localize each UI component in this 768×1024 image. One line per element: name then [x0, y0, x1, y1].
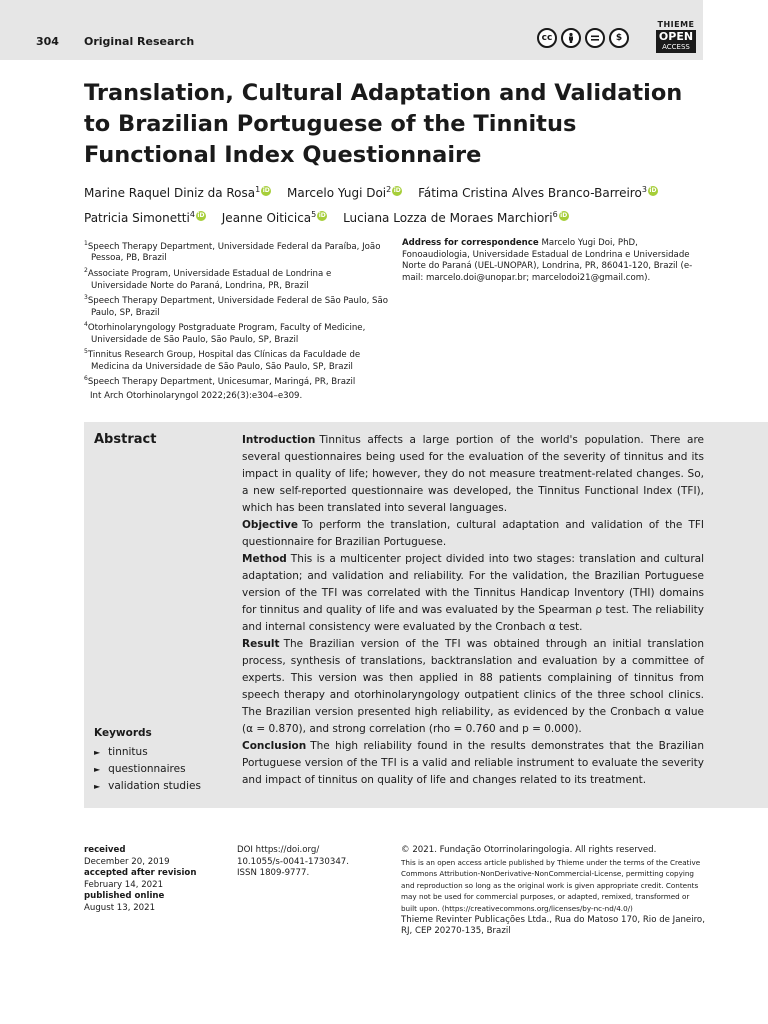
copyright: © 2021. Fundação Otorrinolaringologia. All rights reserved. — [401, 845, 657, 855]
correspondence-text: Marcelo Yugi Doi, PhD, Fonoaudiologia, Universidade Estadual de Londrina e Universidade Norte do Paraná (UEL-UNOPAR), Londrina, PR, 86041-120, Brazil (e-mail: marcelo.doi@unopar.br; marcelodoi21@gmail.com). — [402, 238, 693, 283]
doi-line[interactable]: DOI https://doi.org/ — [237, 845, 320, 855]
orcid-icon: iD — [262, 187, 270, 194]
author[interactable]: Marcelo Yugi Doi$^2$ iD — [287, 185, 401, 200]
abstract-section-label: Conclusion — [242, 740, 307, 752]
doi-line[interactable]: 10.1055/s-0041-1730347. — [237, 856, 349, 867]
author[interactable]: Patricia Simonetti$^4$ iD — [84, 210, 205, 225]
section-label: Original Research — [84, 35, 195, 48]
license-icons — [537, 28, 629, 48]
affiliation: $^5$Tinnitus Research Group, Hospital das Clínicas da Faculdade de Medicina da Universidade de São Paulo, São Paulo, SP, Brazil — [84, 348, 361, 372]
access-label: ACCESS — [662, 43, 690, 51]
publisher-label: THIEME — [657, 20, 695, 29]
doi-block — [237, 845, 377, 880]
keyword-item[interactable]: ► tinnitus — [94, 744, 201, 761]
open-access-box — [656, 30, 696, 53]
article-title: Translation, Cultural Adaptation and Validation to Brazilian Portuguese of the Tinnitus Functional Index Questionnaire — [84, 80, 683, 168]
abstract-section-text: Tinnitus affects a large portion of the world's population. There are several questionnaires being used for the evaluation of the severity of tinnitus and its impact in quality of life; however, they do not measure treatment-related changes. So, a new self-reported questionnaire was developed, the Tinnitus Functional Index (TFI), which has been translated into several languages. — [242, 434, 704, 514]
affiliation: $^6$Speech Therapy Department, Unicesumar, Maringá, PR, Brazil — [84, 375, 356, 388]
published-label: published online — [84, 891, 165, 902]
open-access-badge — [656, 20, 696, 53]
abstract-section-text: This is a multicenter project divided into two stages: translation and cultural adaptation; and validation and reliability. For the validation, the Brazilian Portuguese version of the TFI was correlated with the Tinnitus Handicap Inventory (THI) domains for tinnitus and quality of life and was evaluated by the Spearman ρ test. The reliability and internal consistency were evaluated by the Cronbach α test. — [242, 553, 704, 633]
by-icon — [561, 28, 581, 48]
affiliations — [84, 238, 390, 389]
accepted-date: February 14, 2021 — [84, 879, 164, 890]
orcid-icon: iD — [560, 212, 568, 219]
nd-icon — [585, 28, 605, 48]
orcid-icon: iD — [393, 187, 401, 194]
cc-icon: cc — [537, 28, 557, 48]
affiliation: $^4$Otorhinolaryngology Postgraduate Program, Faculty of Medicine, Universidade de São Paulo, São Paulo, SP, Brazil — [84, 321, 366, 345]
license-text: This is an open access article published by Thieme under the terms of the Creative Commons Attribution-NonDerivative-NonCommercial-License, permitting copying and reproduction so long as the original work is given appropriate credit. Contents may not be used for commercial purposes, or adapted, remixed, transformed or built upon. (https://creativecommons.org/licenses/by-nc-nd/4.0/) — [401, 857, 701, 913]
affiliation: $^2$Associate Program, Universidade Estadual de Londrina e Universidade Norte do Paraná, Londrina, PR, Brazil — [84, 267, 332, 291]
accepted-label: accepted after revision — [84, 868, 197, 879]
abstract-section-label: Result — [242, 638, 280, 650]
orcid-icon: iD — [197, 212, 205, 219]
abstract-heading: Abstract — [94, 432, 157, 447]
orcid-icon: iD — [318, 212, 326, 219]
article-dates — [84, 845, 224, 915]
abstract-section-label: Objective — [242, 519, 298, 531]
received-date: December 20, 2019 — [84, 856, 170, 867]
nc-icon: $ — [609, 28, 629, 48]
keyword-item[interactable]: ► validation studies — [94, 778, 201, 795]
affiliation: $^1$Speech Therapy Department, Universidade Federal da Paraíba, João Pessoa, PB, Brazil — [84, 240, 381, 264]
abstract-section-label: Introduction — [242, 434, 316, 446]
page-number: 304 — [36, 35, 59, 48]
correspondence-label: Address for correspondence — [402, 238, 539, 248]
issn: ISSN 1809-9777. — [237, 868, 310, 879]
keywords-list — [94, 744, 201, 795]
copyright-block — [401, 845, 707, 938]
abstract-section-text: The Brazilian version of the TFI was obtained through an initial translation process, synthesis of translations, backtranslation and evaluation by a committee of experts. This version was then applied in 88 patients complaining of tinnitus from speech therapy and otorhinolaryngology outpatient clinics of the three school clinics. The Brazilian version presented high reliability, as evidenced by the Cronbach α value (α = 0.870), and strong correlation (rho = 0.760 and p = 0.000). — [242, 638, 704, 735]
abstract-section-label: Method — [242, 553, 287, 565]
author[interactable]: Marine Raquel Diniz da Rosa$^1$ iD — [84, 185, 270, 200]
author[interactable]: Fátima Cristina Alves Branco-Barreiro$^3$ iD — [418, 185, 657, 200]
abstract-box — [84, 422, 768, 808]
open-label: OPEN — [658, 30, 694, 43]
author-list — [84, 179, 704, 229]
correspondence-address — [402, 238, 707, 284]
received-label: received — [84, 845, 126, 855]
abstract-section-text: The high reliability found in the results demonstrates that the Brazilian Portuguese version of the TFI is a valid and reliable instrument to evaluate the severity and impact of tinnitus on quality of life and changes related to its treatment. — [242, 740, 704, 786]
abstract-section-text: To perform the translation, cultural adaptation and validation of the TFI questionnaire for Brazilian Portuguese. — [242, 519, 704, 548]
orcid-icon: iD — [649, 187, 657, 194]
citation: Int Arch Otorhinolaryngol 2022;26(3):e304–e309. — [90, 391, 303, 401]
keywords-heading: Keywords — [94, 727, 152, 739]
affiliation: $^3$Speech Therapy Department, Universidade Federal de São Paulo, São Paulo, SP, Brazil — [84, 294, 389, 318]
published-date: August 13, 2021 — [84, 902, 156, 913]
keyword-item[interactable]: ► questionnaires — [94, 761, 201, 778]
author[interactable]: Jeanne Oiticica$^5$ iD — [221, 210, 326, 225]
publisher-address: Thieme Revinter Publicações Ltda., Rua do Matoso 170, Rio de Janeiro, RJ, CEP 20270-135, Brazil — [401, 914, 705, 937]
author[interactable]: Luciana Lozza de Moraes Marchiori$^6$ iD — [343, 210, 568, 225]
abstract-body — [242, 432, 704, 789]
